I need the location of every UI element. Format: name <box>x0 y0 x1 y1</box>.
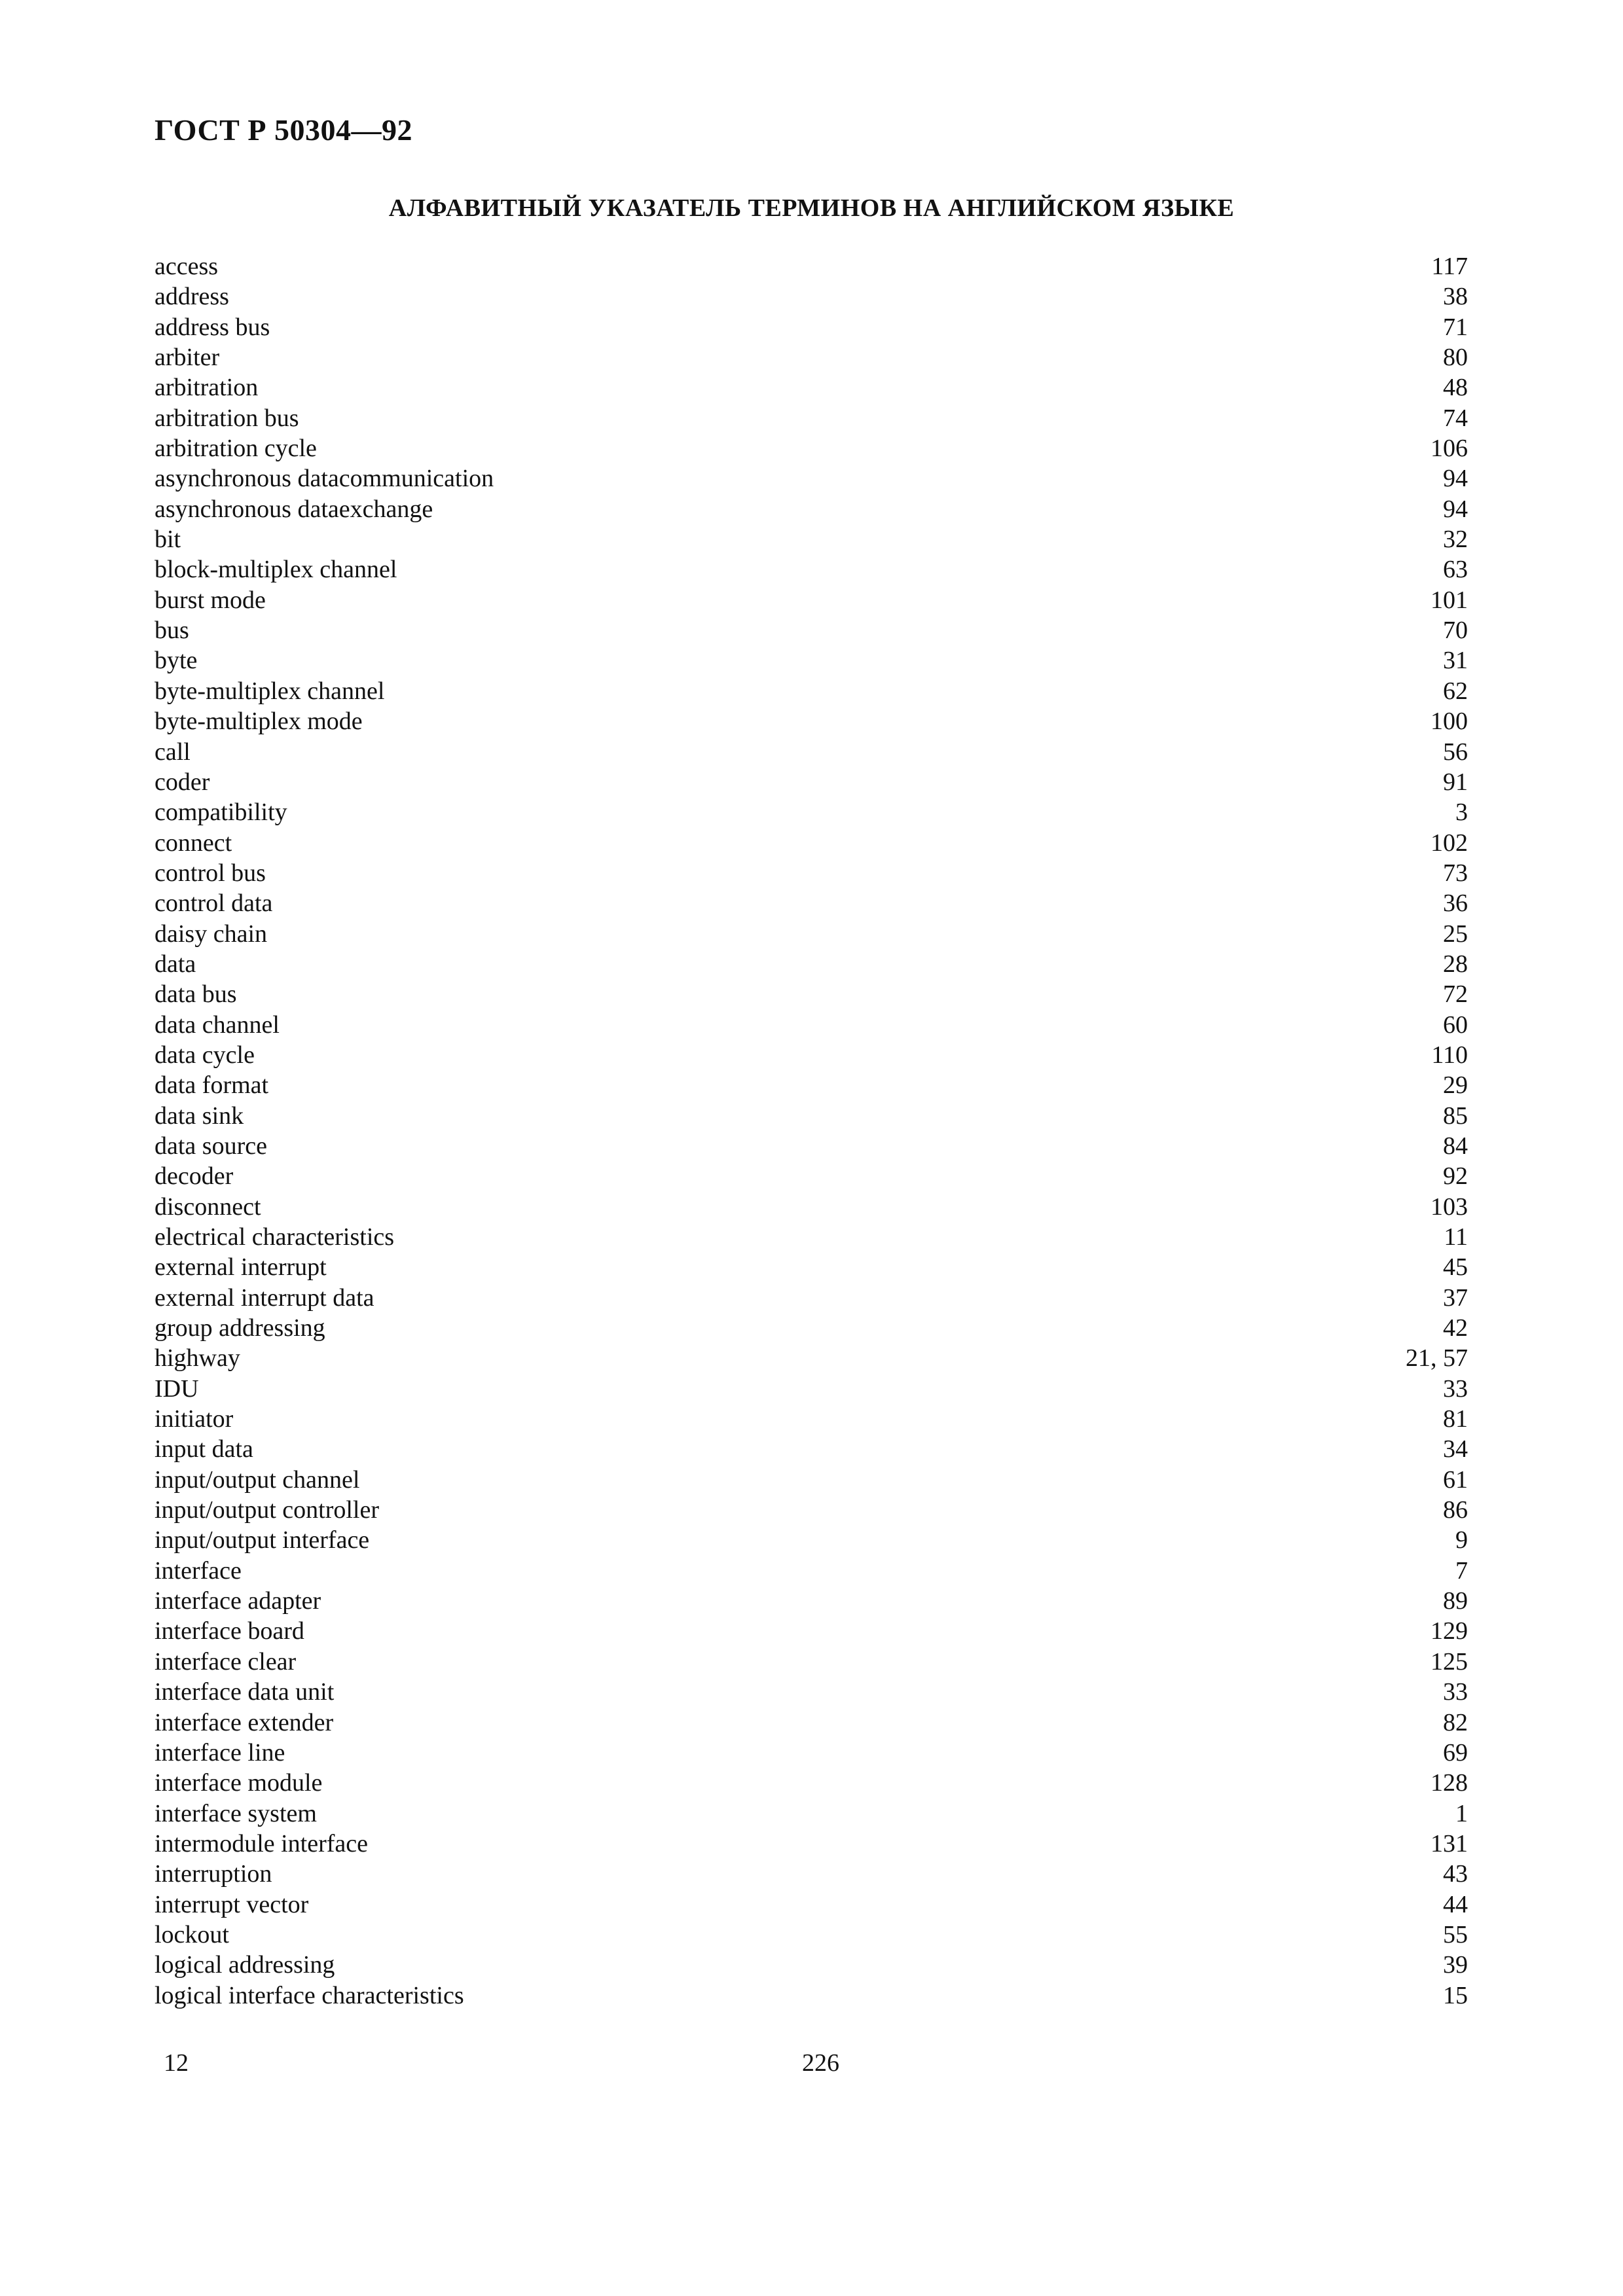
term-row <box>155 858 1468 888</box>
term-row <box>155 1950 1468 1980</box>
term-row <box>155 1465 1468 1495</box>
term-text: interruption <box>155 1860 272 1888</box>
term-reference-number: 94 <box>1443 465 1468 493</box>
term-text: highway <box>155 1344 240 1372</box>
term-reference-number: 86 <box>1443 1496 1468 1524</box>
term-row <box>155 1222 1468 1252</box>
term-reference-number: 74 <box>1443 404 1468 432</box>
term-row <box>155 312 1468 342</box>
term-row <box>155 1829 1468 1859</box>
term-text: lockout <box>155 1920 229 1948</box>
term-row <box>155 645 1468 675</box>
page-number-left: 12 <box>164 2049 189 2077</box>
term-row <box>155 1495 1468 1525</box>
term-text: interface line <box>155 1738 285 1767</box>
term-row <box>155 1070 1468 1100</box>
term-reference-number: 106 <box>1431 435 1468 463</box>
term-row <box>155 1647 1468 1677</box>
term-row <box>155 1708 1468 1738</box>
term-reference-number: 80 <box>1443 344 1468 372</box>
term-row <box>155 888 1468 918</box>
term-text: external interrupt <box>155 1253 327 1282</box>
term-row <box>155 1768 1468 1798</box>
term-reference-number: 81 <box>1443 1405 1468 1433</box>
term-reference-number: 91 <box>1443 768 1468 796</box>
term-reference-number: 110 <box>1431 1041 1468 1069</box>
term-text: call <box>155 738 191 766</box>
term-row <box>155 1434 1468 1464</box>
term-text: address bus <box>155 313 270 341</box>
term-row <box>155 554 1468 584</box>
term-row <box>155 1192 1468 1222</box>
term-text: logical interface characteristics <box>155 1981 464 2009</box>
term-text: byte-multiplex channel <box>155 677 385 705</box>
term-reference-number: 9 <box>1455 1526 1468 1554</box>
term-row <box>155 1738 1468 1768</box>
term-reference-number: 43 <box>1443 1860 1468 1888</box>
term-text: burst mode <box>155 586 266 614</box>
term-index-list <box>155 251 1468 2011</box>
term-row <box>155 1161 1468 1191</box>
term-reference-number: 89 <box>1443 1587 1468 1615</box>
term-text: input/output interface <box>155 1526 370 1554</box>
term-text: bus <box>155 617 189 645</box>
term-text: input/output controller <box>155 1496 380 1524</box>
term-row <box>155 1890 1468 1920</box>
term-reference-number: 63 <box>1443 556 1468 584</box>
term-text: interface board <box>155 1617 304 1645</box>
term-reference-number: 84 <box>1443 1132 1468 1160</box>
page-number-center: 226 <box>802 2049 839 2077</box>
term-reference-number: 32 <box>1443 526 1468 554</box>
term-text: arbitration <box>155 374 259 402</box>
term-row <box>155 1920 1468 1950</box>
term-text: byte-multiplex mode <box>155 708 363 736</box>
term-row <box>155 1252 1468 1282</box>
term-reference-number: 42 <box>1443 1314 1468 1342</box>
term-row <box>155 615 1468 645</box>
term-reference-number: 55 <box>1443 1920 1468 1948</box>
term-row <box>155 979 1468 1009</box>
term-text: coder <box>155 768 210 796</box>
term-row <box>155 1374 1468 1404</box>
term-row <box>155 1313 1468 1343</box>
term-text: asynchronous datacommunication <box>155 465 494 493</box>
term-reference-number: 62 <box>1443 677 1468 705</box>
term-reference-number: 94 <box>1443 495 1468 523</box>
term-row <box>155 1799 1468 1829</box>
term-row <box>155 281 1468 312</box>
term-text: intermodule interface <box>155 1829 369 1857</box>
term-row <box>155 1010 1468 1040</box>
term-reference-number: 100 <box>1431 708 1468 736</box>
term-text: data source <box>155 1132 267 1160</box>
term-reference-number: 92 <box>1443 1162 1468 1191</box>
term-text: interface <box>155 1556 242 1585</box>
term-reference-number: 56 <box>1443 738 1468 766</box>
term-reference-number: 103 <box>1431 1193 1468 1221</box>
term-reference-number: 69 <box>1443 1738 1468 1767</box>
term-reference-number: 7 <box>1455 1556 1468 1585</box>
term-row <box>155 1101 1468 1131</box>
term-reference-number: 70 <box>1443 617 1468 645</box>
term-reference-number: 131 <box>1431 1829 1468 1857</box>
term-text: arbiter <box>155 344 220 372</box>
term-reference-number: 25 <box>1443 920 1468 948</box>
term-row <box>155 1283 1468 1313</box>
term-row <box>155 372 1468 403</box>
term-row <box>155 1131 1468 1161</box>
term-reference-number: 39 <box>1443 1951 1468 1979</box>
term-text: decoder <box>155 1162 234 1191</box>
term-text: asynchronous dataexchange <box>155 495 433 523</box>
term-reference-number: 85 <box>1443 1102 1468 1130</box>
term-reference-number: 38 <box>1443 283 1468 311</box>
term-text: control bus <box>155 859 266 887</box>
term-row <box>155 1677 1468 1707</box>
term-reference-number: 31 <box>1443 647 1468 675</box>
term-text: arbitration cycle <box>155 435 317 463</box>
term-text: compatibility <box>155 798 287 827</box>
term-row <box>155 1859 1468 1889</box>
term-reference-number: 82 <box>1443 1708 1468 1736</box>
term-text: interface module <box>155 1769 323 1797</box>
term-reference-number: 3 <box>1455 798 1468 827</box>
term-text: block-multiplex channel <box>155 556 397 584</box>
term-reference-number: 60 <box>1443 1011 1468 1039</box>
term-text: electrical characteristics <box>155 1223 395 1251</box>
term-reference-number: 72 <box>1443 980 1468 1009</box>
term-row <box>155 1586 1468 1616</box>
term-reference-number: 61 <box>1443 1465 1468 1494</box>
term-row <box>155 463 1468 493</box>
term-row <box>155 1981 1468 2011</box>
term-row <box>155 1556 1468 1586</box>
term-row <box>155 1040 1468 1070</box>
term-text: IDU <box>155 1374 199 1403</box>
term-reference-number: 73 <box>1443 859 1468 887</box>
term-text: interface adapter <box>155 1587 321 1615</box>
term-reference-number: 11 <box>1444 1223 1468 1251</box>
index-title: АЛФАВИТНЫЙ УКАЗАТЕЛЬ ТЕРМИНОВ НА АНГЛИЙСКОМ ЯЗЫКЕ <box>388 194 1235 222</box>
term-row <box>155 676 1468 706</box>
term-text: connect <box>155 829 232 857</box>
term-text: address <box>155 283 229 311</box>
term-reference-number: 71 <box>1443 313 1468 341</box>
term-row <box>155 1616 1468 1646</box>
term-row <box>155 1404 1468 1434</box>
term-text: access <box>155 253 219 280</box>
term-text: daisy chain <box>155 920 268 948</box>
term-reference-number: 33 <box>1443 1374 1468 1403</box>
term-reference-number: 45 <box>1443 1253 1468 1282</box>
term-reference-number: 1 <box>1455 1799 1468 1827</box>
term-row <box>155 342 1468 372</box>
term-reference-number: 34 <box>1443 1435 1468 1463</box>
term-row <box>155 251 1468 281</box>
term-reference-number: 129 <box>1431 1617 1468 1645</box>
term-text: byte <box>155 647 198 675</box>
term-row <box>155 1343 1468 1373</box>
term-text: interrupt vector <box>155 1890 309 1918</box>
term-text: arbitration bus <box>155 404 299 432</box>
term-reference-number: 15 <box>1443 1981 1468 2009</box>
term-text: input data <box>155 1435 253 1463</box>
term-row <box>155 737 1468 767</box>
term-reference-number: 125 <box>1431 1647 1468 1676</box>
term-reference-number: 36 <box>1443 889 1468 918</box>
term-text: bit <box>155 526 181 554</box>
term-row <box>155 403 1468 433</box>
term-row <box>155 494 1468 524</box>
term-reference-number: 28 <box>1443 950 1468 978</box>
term-text: group addressing <box>155 1314 325 1342</box>
term-text: input/output channel <box>155 1465 360 1494</box>
term-row <box>155 433 1468 463</box>
term-row <box>155 706 1468 736</box>
term-reference-number: 21, 57 <box>1406 1344 1468 1372</box>
term-text: data <box>155 950 196 978</box>
term-text: data format <box>155 1071 269 1100</box>
term-text: interface clear <box>155 1647 297 1676</box>
term-reference-number: 44 <box>1443 1890 1468 1918</box>
term-text: external interrupt data <box>155 1283 374 1312</box>
standard-code: ГОСТ Р 50304—92 <box>155 113 412 147</box>
term-reference-number: 102 <box>1431 829 1468 857</box>
term-text: control data <box>155 889 273 918</box>
term-text: logical addressing <box>155 1951 335 1979</box>
term-text: disconnect <box>155 1193 261 1221</box>
term-row <box>155 797 1468 827</box>
term-text: interface data unit <box>155 1678 335 1706</box>
term-text: interface system <box>155 1799 317 1827</box>
term-row <box>155 524 1468 554</box>
term-reference-number: 33 <box>1443 1678 1468 1706</box>
term-reference-number: 128 <box>1431 1769 1468 1797</box>
term-reference-number: 37 <box>1443 1283 1468 1312</box>
term-text: data cycle <box>155 1041 255 1069</box>
term-row <box>155 949 1468 979</box>
term-text: data bus <box>155 980 237 1009</box>
term-row <box>155 828 1468 858</box>
term-reference-number: 29 <box>1443 1071 1468 1100</box>
term-row <box>155 919 1468 949</box>
term-reference-number: 101 <box>1431 586 1468 614</box>
term-row <box>155 585 1468 615</box>
term-row <box>155 767 1468 797</box>
term-row <box>155 1525 1468 1555</box>
term-reference-number: 117 <box>1431 253 1468 280</box>
term-text: data sink <box>155 1102 244 1130</box>
term-text: interface extender <box>155 1708 334 1736</box>
term-text: data channel <box>155 1011 280 1039</box>
term-text: initiator <box>155 1405 234 1433</box>
term-reference-number: 48 <box>1443 374 1468 402</box>
